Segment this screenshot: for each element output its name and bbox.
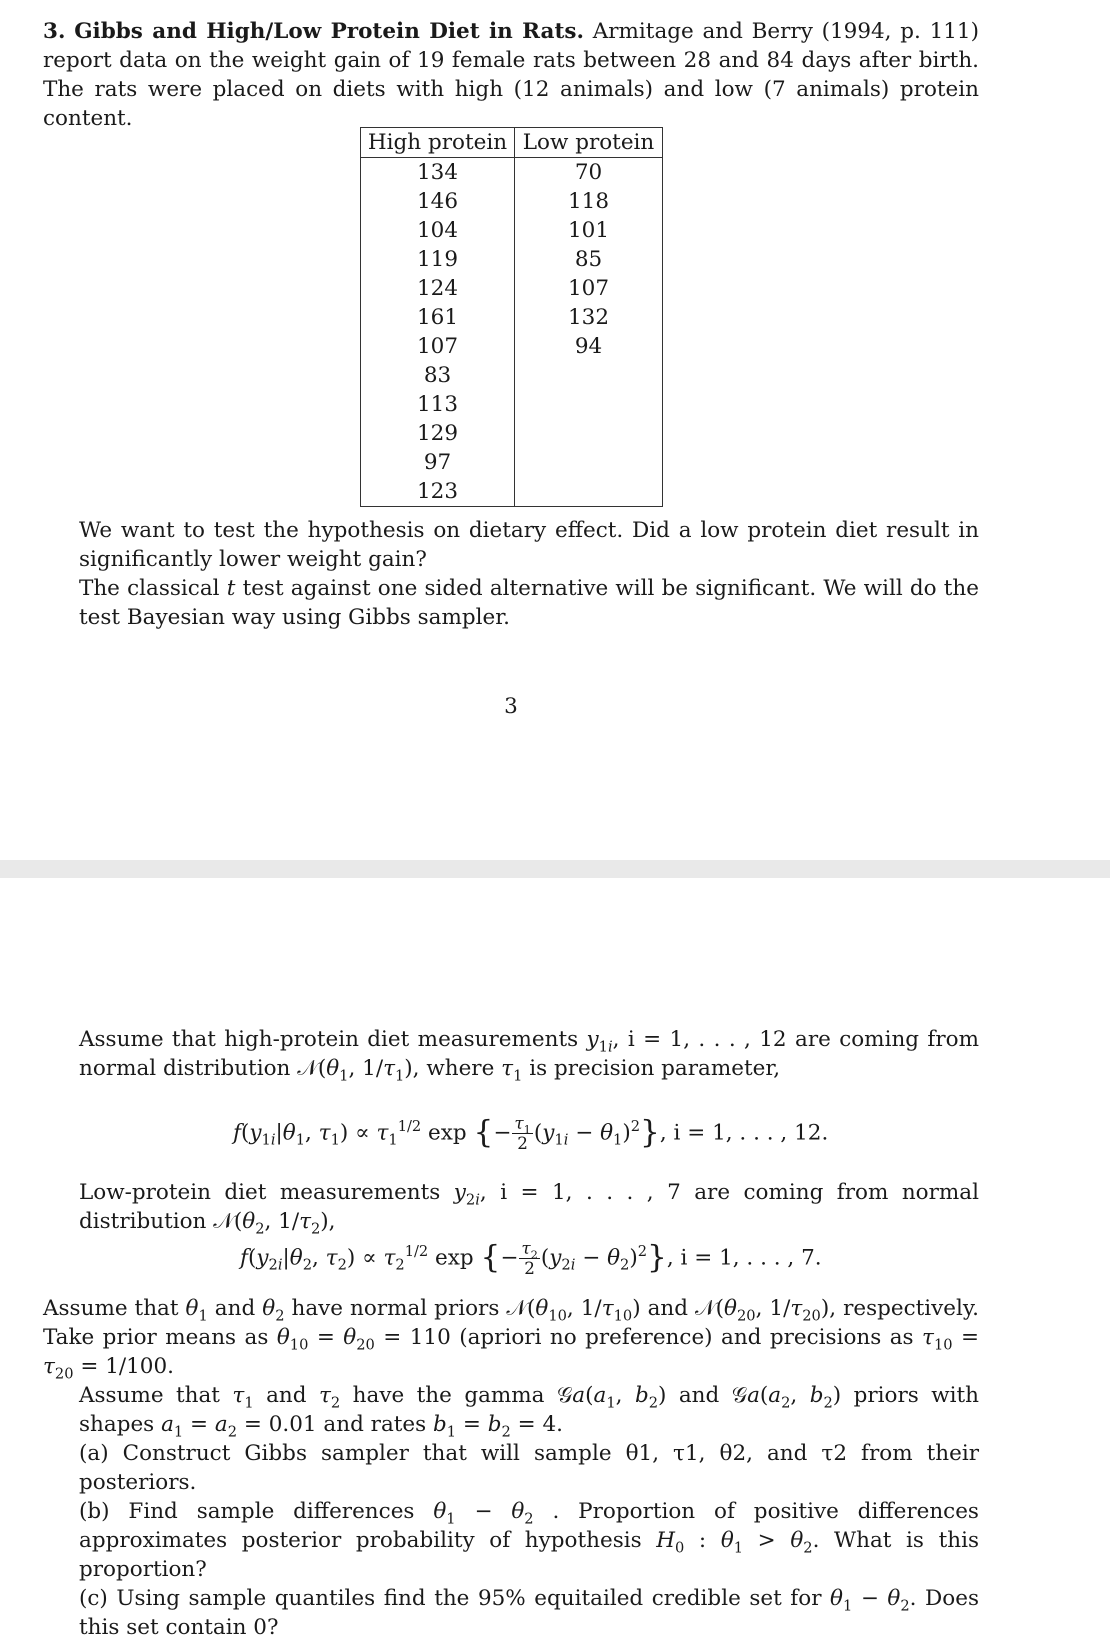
low-cell: 85 bbox=[515, 245, 663, 274]
high-cell: 113 bbox=[361, 390, 515, 419]
text: . What is this proportion? bbox=[79, 1528, 979, 1582]
high-cell: 123 bbox=[361, 477, 515, 507]
page-number: 3 bbox=[504, 694, 518, 719]
problem-intro: Armitage and Berry (1994, p. 111) report data on the weight gain of 19 female rats between 28 and 84 days after birth. The rats were placed on diets with high (12 animals) and low (7 animals) protein content. bbox=[43, 19, 979, 131]
part-a: (a) Construct Gibbs sampler that will sample θ1, τ1, θ2, and τ2 from their posteriors. bbox=[79, 1441, 979, 1495]
table-row bbox=[361, 303, 663, 332]
hypothesis-paragraph bbox=[43, 516, 979, 632]
text: , i = 1, . . . , 12. bbox=[659, 1120, 829, 1146]
text: , i = 1, . . . , 12 bbox=[612, 1027, 787, 1052]
high-cell: 104 bbox=[361, 216, 515, 245]
table-row bbox=[361, 477, 663, 507]
high-cell: 107 bbox=[361, 332, 515, 361]
text: Assume that bbox=[43, 1296, 179, 1321]
part-c: (c) Using sample quantiles find the 95% equitailed credible set for $\theta_1 - \theta_2$. Does this set contain 0? bbox=[79, 1586, 979, 1640]
part-b: (b) Find sample differences $\theta_1 - \theta_2$ . Proportion of positive differences approximates posterior probability of hypothesis $H_0$ : $\theta_1 > \theta_2$. What is this proportion? bbox=[79, 1499, 979, 1582]
text: Assume that bbox=[79, 1383, 220, 1408]
low-cell bbox=[515, 361, 663, 390]
rats-data-table bbox=[360, 127, 663, 507]
problem-number: 3. bbox=[43, 19, 66, 44]
low-cell bbox=[515, 448, 663, 477]
high-cell: 83 bbox=[361, 361, 515, 390]
text: and bbox=[678, 1383, 720, 1408]
table-row bbox=[361, 158, 663, 188]
table-row bbox=[361, 390, 663, 419]
text: Assume that high-protein diet measurements bbox=[79, 1027, 579, 1052]
text: = 0.01 and rates bbox=[243, 1412, 427, 1437]
t-symbol: t bbox=[226, 576, 236, 601]
table-row bbox=[361, 419, 663, 448]
likelihood-equation-high: $f(y_{1i}|\theta_1$, $\tau_1) \propto \tau_1^{1/2}$ exp {− $\frac{\tau_1}{2}$ $(y_{1i} - \theta_1)^2$}, i = 1, . . . , 12. bbox=[233, 1113, 829, 1153]
text: , i = 1, . . . , 7 are coming from normal distribution bbox=[79, 1180, 979, 1234]
text: are coming from normal distribution bbox=[79, 1027, 979, 1081]
high-cell: 146 bbox=[361, 187, 515, 216]
likelihood-equation-low: $f(y_{2i}|\theta_2$, $\tau_2) \propto \tau_2^{1/2}$ exp {− $\frac{\tau_2}{2}$ $(y_{2i} - \theta_2)^2$}, i = 1, . . . , 7. bbox=[240, 1238, 822, 1278]
high-cell: 161 bbox=[361, 303, 515, 332]
text: , i = 1, . . . , 7. bbox=[666, 1245, 822, 1271]
para-classical-test bbox=[43, 574, 979, 632]
text: . Proportion of positive differences approximates posterior probability of hypothesis bbox=[79, 1499, 979, 1553]
high-cell: 124 bbox=[361, 274, 515, 303]
text: (b) Find sample differences bbox=[79, 1499, 415, 1524]
text: have the gamma bbox=[352, 1383, 545, 1408]
table-row bbox=[361, 187, 663, 216]
low-cell: 70 bbox=[515, 158, 663, 188]
priors-paragraph: Assume that $\theta_1$ and $\theta_2$ have normal priors $𝒩(\theta_{10}$, $1/\tau_{10}$) and $𝒩(\theta_{20}$, $1/\tau_{20}$), respectively. Take prior means as $\theta_{10} = \theta_{20} = 110$ (apriori no preference) and precisions as $\tau_{10} = \tau_{20} = 1/100$. Assume that $\tau_1$ and $\tau_2$ have the gamma $𝒢a(a_1$, $b_2$) and $𝒢a(a_2$, $b_2$) priors with shapes $a_1 = a_2 = 0.01$ and rates $b_1 = b_2 = 4$. (a) Construct Gibbs sampler that will sample θ1, τ1, θ2, and τ2 from their posteriors. (b) Find sample differences $\theta_1 - \theta_2$ . Proportion of positive differences approximates posterior probability of hypothesis $H_0$ : $\theta_1 > \theta_2$. What is this proportion? (c) Using sample quantiles find the 95% equitailed credible set for $\theta_1 - \theta_2$. Does this set contain 0? bbox=[43, 1296, 980, 1640]
header-high-protein: High protein bbox=[361, 128, 515, 158]
text: , where bbox=[412, 1056, 495, 1081]
text: (c) Using sample quantiles find the 95% equitailed credible set for bbox=[79, 1586, 822, 1611]
text: , respectively. Take prior means as bbox=[43, 1296, 980, 1350]
text: and bbox=[647, 1296, 689, 1321]
table-row bbox=[361, 332, 663, 361]
table-row bbox=[361, 245, 663, 274]
para-classical-a: The classical bbox=[79, 576, 220, 601]
low-cell: 94 bbox=[515, 332, 663, 361]
text: and bbox=[214, 1296, 256, 1321]
header-low-protein: Low protein bbox=[515, 128, 663, 158]
text: = 1/100. bbox=[80, 1354, 174, 1379]
low-cell: 118 bbox=[515, 187, 663, 216]
table-row bbox=[361, 448, 663, 477]
table-header-row bbox=[361, 128, 663, 158]
page-2 bbox=[0, 878, 1110, 1640]
text: = 110 (apriori no preference) and precisions as bbox=[383, 1325, 914, 1350]
low-cell: 107 bbox=[515, 274, 663, 303]
assume-high-paragraph: Assume that high-protein diet measurements $y_{1i}$, i = 1, . . . , 12 are coming from normal distribution $𝒩(\theta_1$, $1/\tau_1$), where $\tau_1$ is precision parameter, bbox=[79, 1027, 979, 1085]
page-separator bbox=[0, 860, 1110, 878]
table-row bbox=[361, 274, 663, 303]
text: is precision parameter, bbox=[529, 1056, 781, 1081]
low-cell: 132 bbox=[515, 303, 663, 332]
para-hypothesis: We want to test the hypothesis on dietary effect. Did a low protein diet result in significantly lower weight gain? bbox=[79, 518, 979, 572]
low-cell: 101 bbox=[515, 216, 663, 245]
table-row bbox=[361, 361, 663, 390]
high-cell: 129 bbox=[361, 419, 515, 448]
text: = 4. bbox=[517, 1412, 564, 1437]
text: Low-protein diet measurements bbox=[79, 1180, 441, 1205]
text: . Does this set contain 0? bbox=[79, 1586, 979, 1640]
high-cell: 119 bbox=[361, 245, 515, 274]
problem-statement bbox=[43, 17, 979, 133]
problem-title: Gibbs and High/Low Protein Diet in Rats. bbox=[74, 19, 584, 44]
text: have normal priors bbox=[291, 1296, 500, 1321]
low-cell bbox=[515, 419, 663, 448]
high-cell: 134 bbox=[361, 158, 515, 188]
para-classical-b: test against one sided alternative will be significant. We will do the test Bayesian way using Gibbs sampler. bbox=[79, 576, 979, 630]
text: and bbox=[266, 1383, 307, 1408]
high-cell: 97 bbox=[361, 448, 515, 477]
text: priors with shapes bbox=[79, 1383, 980, 1437]
low-cell bbox=[515, 477, 663, 507]
table-row bbox=[361, 216, 663, 245]
low-cell bbox=[515, 390, 663, 419]
assume-low-paragraph: Low-protein diet measurements $y_{2i}$, i = 1, . . . , 7 are coming from normal distribution $𝒩(\theta_2$, $1/\tau_2$), bbox=[79, 1180, 979, 1238]
